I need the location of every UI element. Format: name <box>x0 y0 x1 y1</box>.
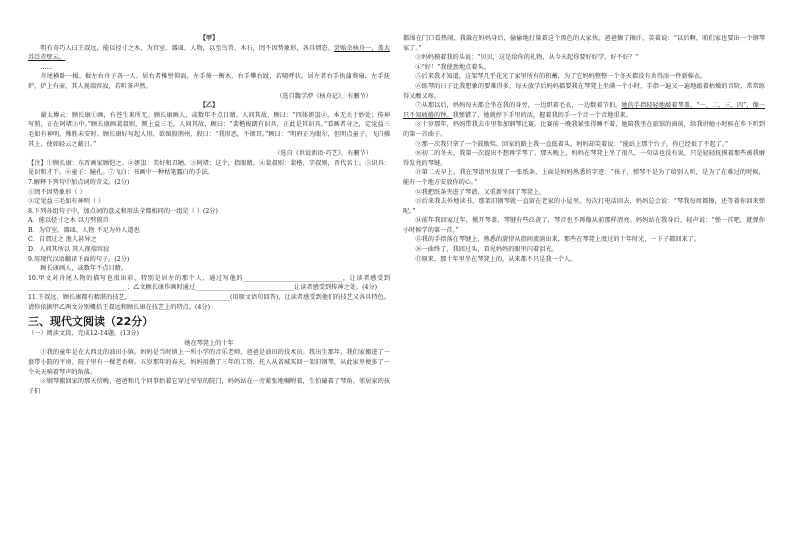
jia-paragraph-1: 明有奇巧人曰王叔远，能以径寸之木，为宫室、器皿、人物，以至鸟兽、木石，罔不因势象形，各具情态。尝贻余核舟一，盖大苏泛赤壁云。 <box>28 44 390 62</box>
jia-title: 【甲】 <box>199 35 219 42</box>
article-paragraph-10: ⑩初二的冬天，我第一次提出不想再学琴了。那天晚上，妈妈在琴凳上坐了很久，一句话也没有说，只是轻轻抚摸着那些被我磨得发亮的琴键。 <box>403 150 765 167</box>
jia-source: （选自魏学洢《核舟记》，有删节） <box>276 92 372 100</box>
question-8: 8.下列各组句子中，加点词的意义和用法全都相同的一组是（ ）(2分) <box>28 207 218 215</box>
yi-title: 【乙】 <box>199 102 219 110</box>
subsection-1: （一）阅读文段，完成12-14题。(13分) <box>28 330 139 338</box>
ellipsis: …… <box>40 63 53 71</box>
annotation-note: 【注】①顾长康：东晋画家顾恺之。②妍蚩：美好和丑陋。③阿堵：这个，指眼睛。④裴叔则：裴楷，字叔则，晋代名士。⑤识具：见识和才干。⑥童子：瞳孔。⑦飞白：书画中一种枯笔露白的手法。 <box>28 159 390 177</box>
article-paragraph-15: ⑮我的手指落在琴键上，熟悉的旋律从指间流淌出来，那些在琴凳上度过的十年时光，一下子都回来了。 <box>415 236 701 244</box>
article-paragraph-14: ⑭前年我回家过年，掀开琴盖，琴键有些泛黄了，琴音也不再像从前那样清亮。妈妈站在我身后，轻声说：“弹一首吧，就弹你小时候学的第一首。” <box>403 217 765 234</box>
question-7-b: ②定觉益三毛如有神明（ ） <box>28 198 105 206</box>
article-paragraph-12: ⑫我把纸条夹进了琴谱，又重新坐回了琴凳上。 <box>415 188 546 196</box>
left-column <box>28 34 390 396</box>
article-paragraph-3: ③妈妈摸着我的头说：“贝贝，这是给你的礼物，从今天起你要好好学，好不好？” <box>415 54 639 62</box>
question-8-option-c: C．自谓过之 渔人甚异之 <box>28 236 97 244</box>
article-paragraph-2-cont: 都围在门口看热闹，我躲在妈妈身后，偷偷地打量着这个黑色的大家伙。爸爸擦了擦汗，笑着说：“以后啊，咱们家也要出一个钢琴家了。” <box>403 35 765 52</box>
question-9: 9.用现代汉语翻译下面的句子。(2分) <box>28 255 130 263</box>
question-7: 7.解释下列句中加点词的含义。(2分) <box>28 178 130 186</box>
article-paragraph-9: ⑨那一次我只拿了一个鼓励奖。回家的路上我一直低着头，妈妈却笑着说：“能站上那个台子，你已经很了不起了。” <box>415 140 728 148</box>
yi-paragraph: 谢太傅云：顾长康①画，有苍生来所无。顾长康画人，或数年不点目睛。人问其故，顾曰：“四体妍蚩②，本无关于妙处；传神写照，正在阿堵③中。”顾长康画裴叔则，颊上益三毛。人问其故，顾曰：“裴楷俊朗有识具，正此是其识具。”看画者寻之，定觉益三毛如有神明，殊胜未安时。顾长康好写起人形，欲图殷荆州，殷曰：“我形恶，不烦耳。”顾曰：“明府正为眼尔，但明点童子，飞白拂其上，使如轻云之蔽日。” <box>28 111 390 148</box>
article-title: 她在琴凳上的十年 <box>184 339 234 347</box>
question-10: 10.甲文对舟尾人物的描写也很出彩，特别是居左的那个人，通过写他的________________________________，让读者感受到________________________________；乙文顾长康作画时通过________________________________让读者感受到传神之处。(4分) <box>28 274 390 292</box>
question-8-option-a: A．能以径寸之木 以刀劈狼首 <box>28 217 109 225</box>
article-underlined-sentence: 她的手指轻轻地敲着琴盖，“一、二、三、四”，像一只不知疲倦的钟。 <box>403 102 765 119</box>
article-paragraph-2: ②钢琴搬回家的那天傍晚，爸爸和几个同事抬着它穿过窄窄的院门，妈妈站在一旁紧张地嘱咐着，生怕磕着了琴角。邻居家的孩子们 <box>28 378 390 395</box>
article-paragraph-5: ⑤后来我才知道，这架琴几乎花光了家里所有的积蓄，为了它妈妈整整一个冬天都没有舍得添一件新棉衣。 <box>415 73 707 81</box>
question-11: 11.王叔远、顾长康都有精湛的技艺，________________________________(用原文语句回答)，让读者感受到他们的技艺又各具特色。请你依据甲乙两文分别概括王叔远和顾长康在技艺上的特点。(4分) <box>28 294 390 311</box>
section-3-heading: 三、现代文阅读（22分） <box>28 315 154 329</box>
article-paragraph-11: ⑪第二天早上，我在琴谱里发现了一张纸条，上面是妈妈熟悉的字迹：“孩子，弹琴不是为了给别人听，是为了在难过的时候，能有一个地方安放你的心。” <box>403 169 765 186</box>
jia-paragraph-2: 舟尾横卧一楫。楫左右舟子各一人。居右者椎髻仰面，左手倚一衡木，右手攀右趾，若啸呼状。居左者右手执蒲葵扇，左手抚炉，炉上有壶，其人视端容寂，若听茶声然。 <box>28 73 390 90</box>
question-9-sentence: 顾长康画人，或数年不点目睛。 <box>40 265 128 273</box>
article-paragraph-4: ④“好！”我使劲地点着头。 <box>415 63 490 71</box>
jia-underlined-sentence: 尝贻余核舟一，盖大苏泛赤壁云。 <box>28 44 390 62</box>
article-paragraph-13: ⑬后来我去外地读书，那架旧钢琴就一直留在老家的小屋里。每次打电话回去，妈妈总会说：“琴我每周都擦，还等着你回来弹呢。” <box>403 198 765 215</box>
article-paragraph-7: ⑦从那以后，妈妈每天都会坐在我的身旁，一边织着毛衣，一边数着节拍。她的手指轻轻地敲着琴盖，“一、二、三、四”，像一只不知疲倦的钟。我弹错了，她就停下手里的活，握着我的手一个音一个音地重来。 <box>403 102 765 119</box>
article-paragraph-6: ⑥练琴的日子比我想象的要难得多，每天放学后妈妈都要我在琴凳上坐满一个小时，手指一遍又一遍地敲着枯燥的音阶，常常练得又酸又疼。 <box>403 82 765 100</box>
question-8-option-d: D．人问其所以 其人视端容寂 <box>28 246 110 254</box>
article-paragraph-1: ①我的童年是在大西北的油田小镇。妈妈是当时镇上一所小学的音乐老师，爸爸是油田的技术员。我出生那年，我们家搬进了一套带小院的平房，院子里有一棵老杏树。五岁那年的春天，妈妈用攒了三年的工资，托人从省城买回一架旧钢琴，从此家里便多了一个天天响着琴声的角落。 <box>28 349 390 376</box>
article-paragraph-16: ⑯一曲终了，我回过头，看见妈妈的眼里闪着泪光。 <box>415 246 558 254</box>
article-paragraph-17: ⑰原来，那十年里坐在琴凳上的，从来都不只是我一个人。 <box>415 255 577 263</box>
article-paragraph-8: ⑧十岁那年，妈妈带我去市里参加钢琴比赛。比赛前一晚我紧张得睡不着，她陪我坐在旅馆的窗前，给我讲她小时候在乡下听到的第一首曲子。 <box>403 121 765 138</box>
yi-source: （选自《世说新语·巧艺》，有删节） <box>274 150 372 158</box>
right-column <box>403 34 765 264</box>
question-7-a: ①罔不因势象形（ ） <box>28 188 86 196</box>
question-8-option-b: B．为宫室、器皿、人物 不足为外人道也 <box>28 226 140 234</box>
